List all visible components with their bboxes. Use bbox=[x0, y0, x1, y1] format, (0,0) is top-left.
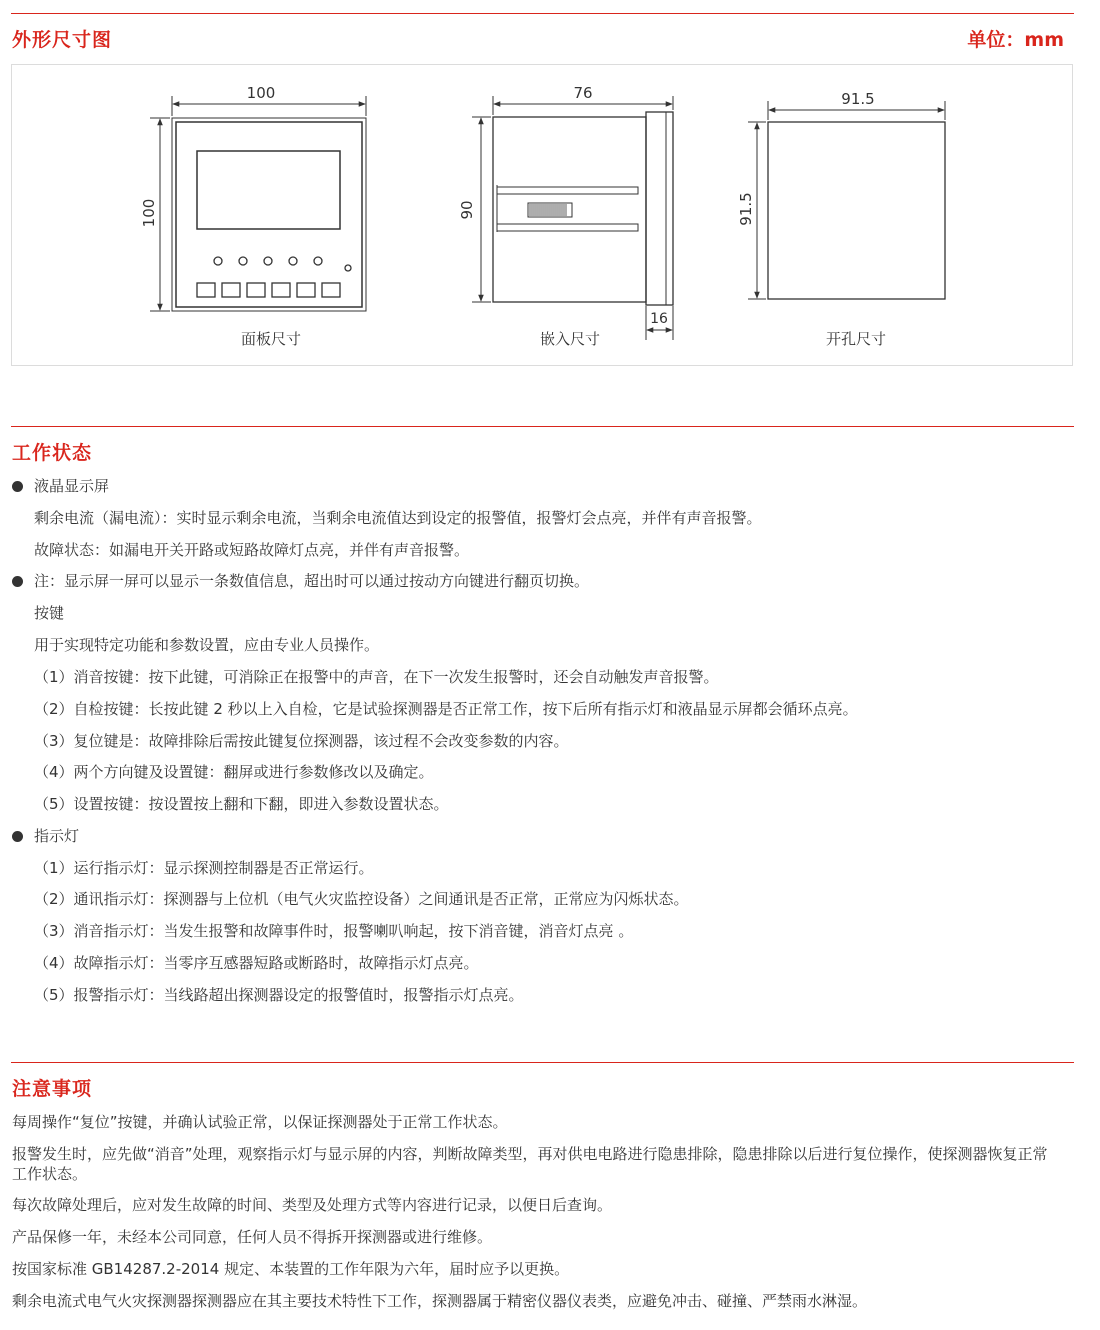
clamp-screw bbox=[530, 204, 566, 216]
status-title: 工作状态 bbox=[12, 442, 93, 464]
section-divider bbox=[11, 426, 1074, 427]
indicator-item: （5）报警指示灯：当线路超出探测器设定的报警值时，报警指示灯点亮。 bbox=[34, 986, 524, 1004]
key-item: （2）自检按键：长按此键 2 秒以上入自检，它是试验探测器是否正常工作，按下后所有指示灯和液晶显示屏都会循环点亮。 bbox=[34, 700, 858, 718]
indicator-item: （2）通讯指示灯：探测器与上位机（电气火灾监控设备）之间通讯是否正常，正常应为闪烁状态。 bbox=[34, 890, 689, 908]
notes-item: 每次故障处理后，应对发生故障的时间、类型及处理方式等内容进行记录，以便日后查询。 bbox=[12, 1196, 613, 1214]
key-item: （1）消音按键：按下此键，可消除正在报警中的声音，在下一次发生报警时，还会自动触发声音报警。 bbox=[34, 668, 719, 686]
notes-item: 剩余电流式电气火灾探测器探测器应在其主要技术特性下工作，探测器属于精密仪器仪表类，应避免冲击、碰撞、严禁雨水淋湿。 bbox=[12, 1292, 868, 1310]
dimension-drawings bbox=[0, 0, 1100, 370]
panel-caption: 面板尺寸 bbox=[240, 330, 302, 348]
keys-heading: 按键 bbox=[34, 604, 65, 622]
unit-label: 单位：mm bbox=[967, 29, 1064, 51]
notes-item: 每周操作“复位”按键，并确认试验正常，以保证探测器处于正常工作状态。 bbox=[12, 1113, 508, 1131]
embed-depth-label: 76 bbox=[573, 84, 593, 102]
notes-title: 注意事项 bbox=[12, 1078, 93, 1100]
note-line: 注：显示屏一屏可以显示一条数值信息，超出时可以通过按动方向键进行翻页切换。 bbox=[34, 572, 590, 590]
key-item: （5）设置按键：按设置按上翻和下翻，即进入参数设置状态。 bbox=[34, 795, 449, 813]
indicator-lights bbox=[214, 257, 351, 271]
indicator-item: （1）运行指示灯：显示探测控制器是否正常运行。 bbox=[34, 859, 374, 877]
status-line: 剩余电流（漏电流）：实时显示剩余电流，当剩余电流值达到设定的报警值，报警灯会点亮，并伴有声音报警。 bbox=[34, 509, 762, 527]
cutout-width-label: 91.5 bbox=[841, 90, 875, 108]
key-item: （4）两个方向键及设置键：翻屏或进行参数修改以及确定。 bbox=[34, 763, 434, 781]
embed-caption: 嵌入尺寸 bbox=[539, 330, 601, 348]
key-buttons bbox=[197, 283, 340, 297]
panel-width-label: 100 bbox=[246, 84, 276, 102]
cutout-caption: 开孔尺寸 bbox=[825, 330, 887, 348]
notes-item: 报警发生时，应先做“消音”处理，观察指示灯与显示屏的内容，判断故障类型，再对供电电路进行隐患排除，隐患排除以后进行复位操作，使探测器恢复正常工作状态。 bbox=[12, 1145, 1048, 1183]
embed-side-view bbox=[472, 96, 673, 340]
panel-thickness-label: 16 bbox=[650, 311, 668, 327]
panel-height-label: 100 bbox=[140, 198, 158, 228]
cutout-height-label: 91.5 bbox=[737, 192, 755, 226]
cutout-view bbox=[748, 101, 945, 299]
notes-item: 产品保修一年，未经本公司同意，任何人员不得拆开探测器或进行维修。 bbox=[12, 1228, 493, 1246]
dimensions-title: 外形尺寸图 bbox=[12, 29, 113, 51]
panel-front-view bbox=[150, 96, 366, 311]
indicator-item: （3）消音指示灯：当发生报警和故障事件时，报警喇叭响起，按下消音键，消音灯点亮 。 bbox=[34, 922, 634, 940]
embed-height-label: 90 bbox=[458, 200, 476, 220]
lcd-heading: 液晶显示屏 bbox=[34, 477, 110, 495]
section-divider bbox=[11, 1062, 1074, 1063]
status-line: 用于实现特定功能和参数设置，应由专业人员操作。 bbox=[34, 636, 380, 654]
status-line: 故障状态：如漏电开关开路或短路故障灯点亮，并伴有声音报警。 bbox=[34, 541, 470, 559]
notes-item: 按国家标准 GB14287.2-2014 规定、本装置的工作年限为六年，届时应予以更换。 bbox=[12, 1260, 570, 1278]
indicator-heading: 指示灯 bbox=[34, 827, 80, 845]
key-item: （3）复位键是：故障排除后需按此键复位探测器，该过程不会改变参数的内容。 bbox=[34, 732, 569, 750]
indicator-item: （4）故障指示灯：当零序互感器短路或断路时，故障指示灯点亮。 bbox=[34, 954, 479, 972]
